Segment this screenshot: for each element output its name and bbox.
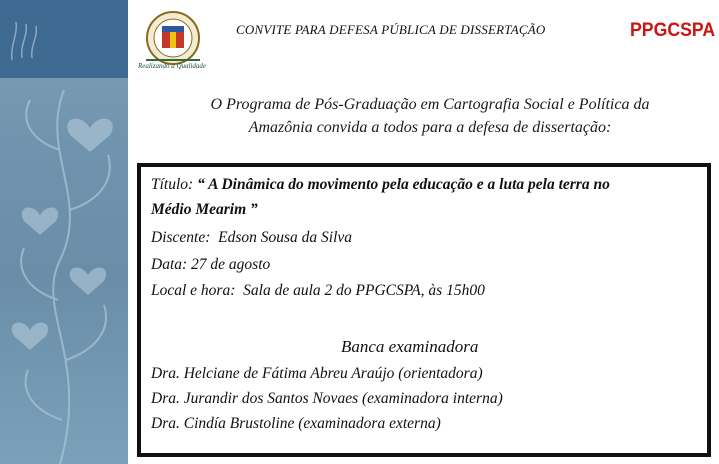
brand-wordmark: PPGCSPA bbox=[630, 20, 716, 41]
title-row-2 bbox=[151, 200, 258, 220]
committee-member: Dra. Helciane de Fátima Abreu Araújo (orientadora) bbox=[151, 365, 483, 382]
location-row bbox=[151, 281, 485, 301]
invitation-line-2: Amazônia convida a todos para a defesa de dissertação: bbox=[248, 119, 612, 136]
location-label: Local e hora: bbox=[151, 282, 236, 299]
document-title: CONVITE PARA DEFESA PÚBLICA DE DISSERTAÇÃO bbox=[236, 22, 546, 37]
date-row bbox=[151, 255, 270, 275]
committee-member: Dra. Cindía Brustoline (examinadora externa) bbox=[151, 415, 441, 432]
title-row bbox=[151, 175, 610, 195]
date-label: Data: bbox=[151, 256, 188, 273]
committee-heading: Banca examinadora bbox=[341, 337, 479, 356]
thesis-title-line-2: Médio Mearim ” bbox=[151, 201, 258, 218]
committee-member: Dra. Jurandir dos Santos Novaes (examinadora interna) bbox=[151, 390, 503, 407]
student-name: Edson Sousa da Silva bbox=[218, 229, 353, 246]
thesis-title-line-1: “ A Dinâmica do movimento pela educação e a luta pela terra no bbox=[197, 176, 610, 193]
date-value: 27 de agosto bbox=[191, 256, 271, 273]
student-label: Discente: bbox=[151, 229, 211, 246]
location-value: Sala de aula 2 do PPGCSPA, às 15h00 bbox=[243, 282, 485, 299]
defense-details-box bbox=[137, 163, 711, 457]
invitation-line-1: O Programa de Pós-Graduação em Cartografia Social e Política da bbox=[210, 96, 650, 113]
floral-ornament-icon bbox=[0, 0, 128, 464]
invitation-text bbox=[150, 93, 710, 139]
decorative-sidebar bbox=[0, 0, 128, 464]
logo-caption: Realizando a Qualidade bbox=[137, 62, 207, 70]
title-label: Título: bbox=[151, 176, 194, 193]
student-row bbox=[151, 228, 352, 248]
